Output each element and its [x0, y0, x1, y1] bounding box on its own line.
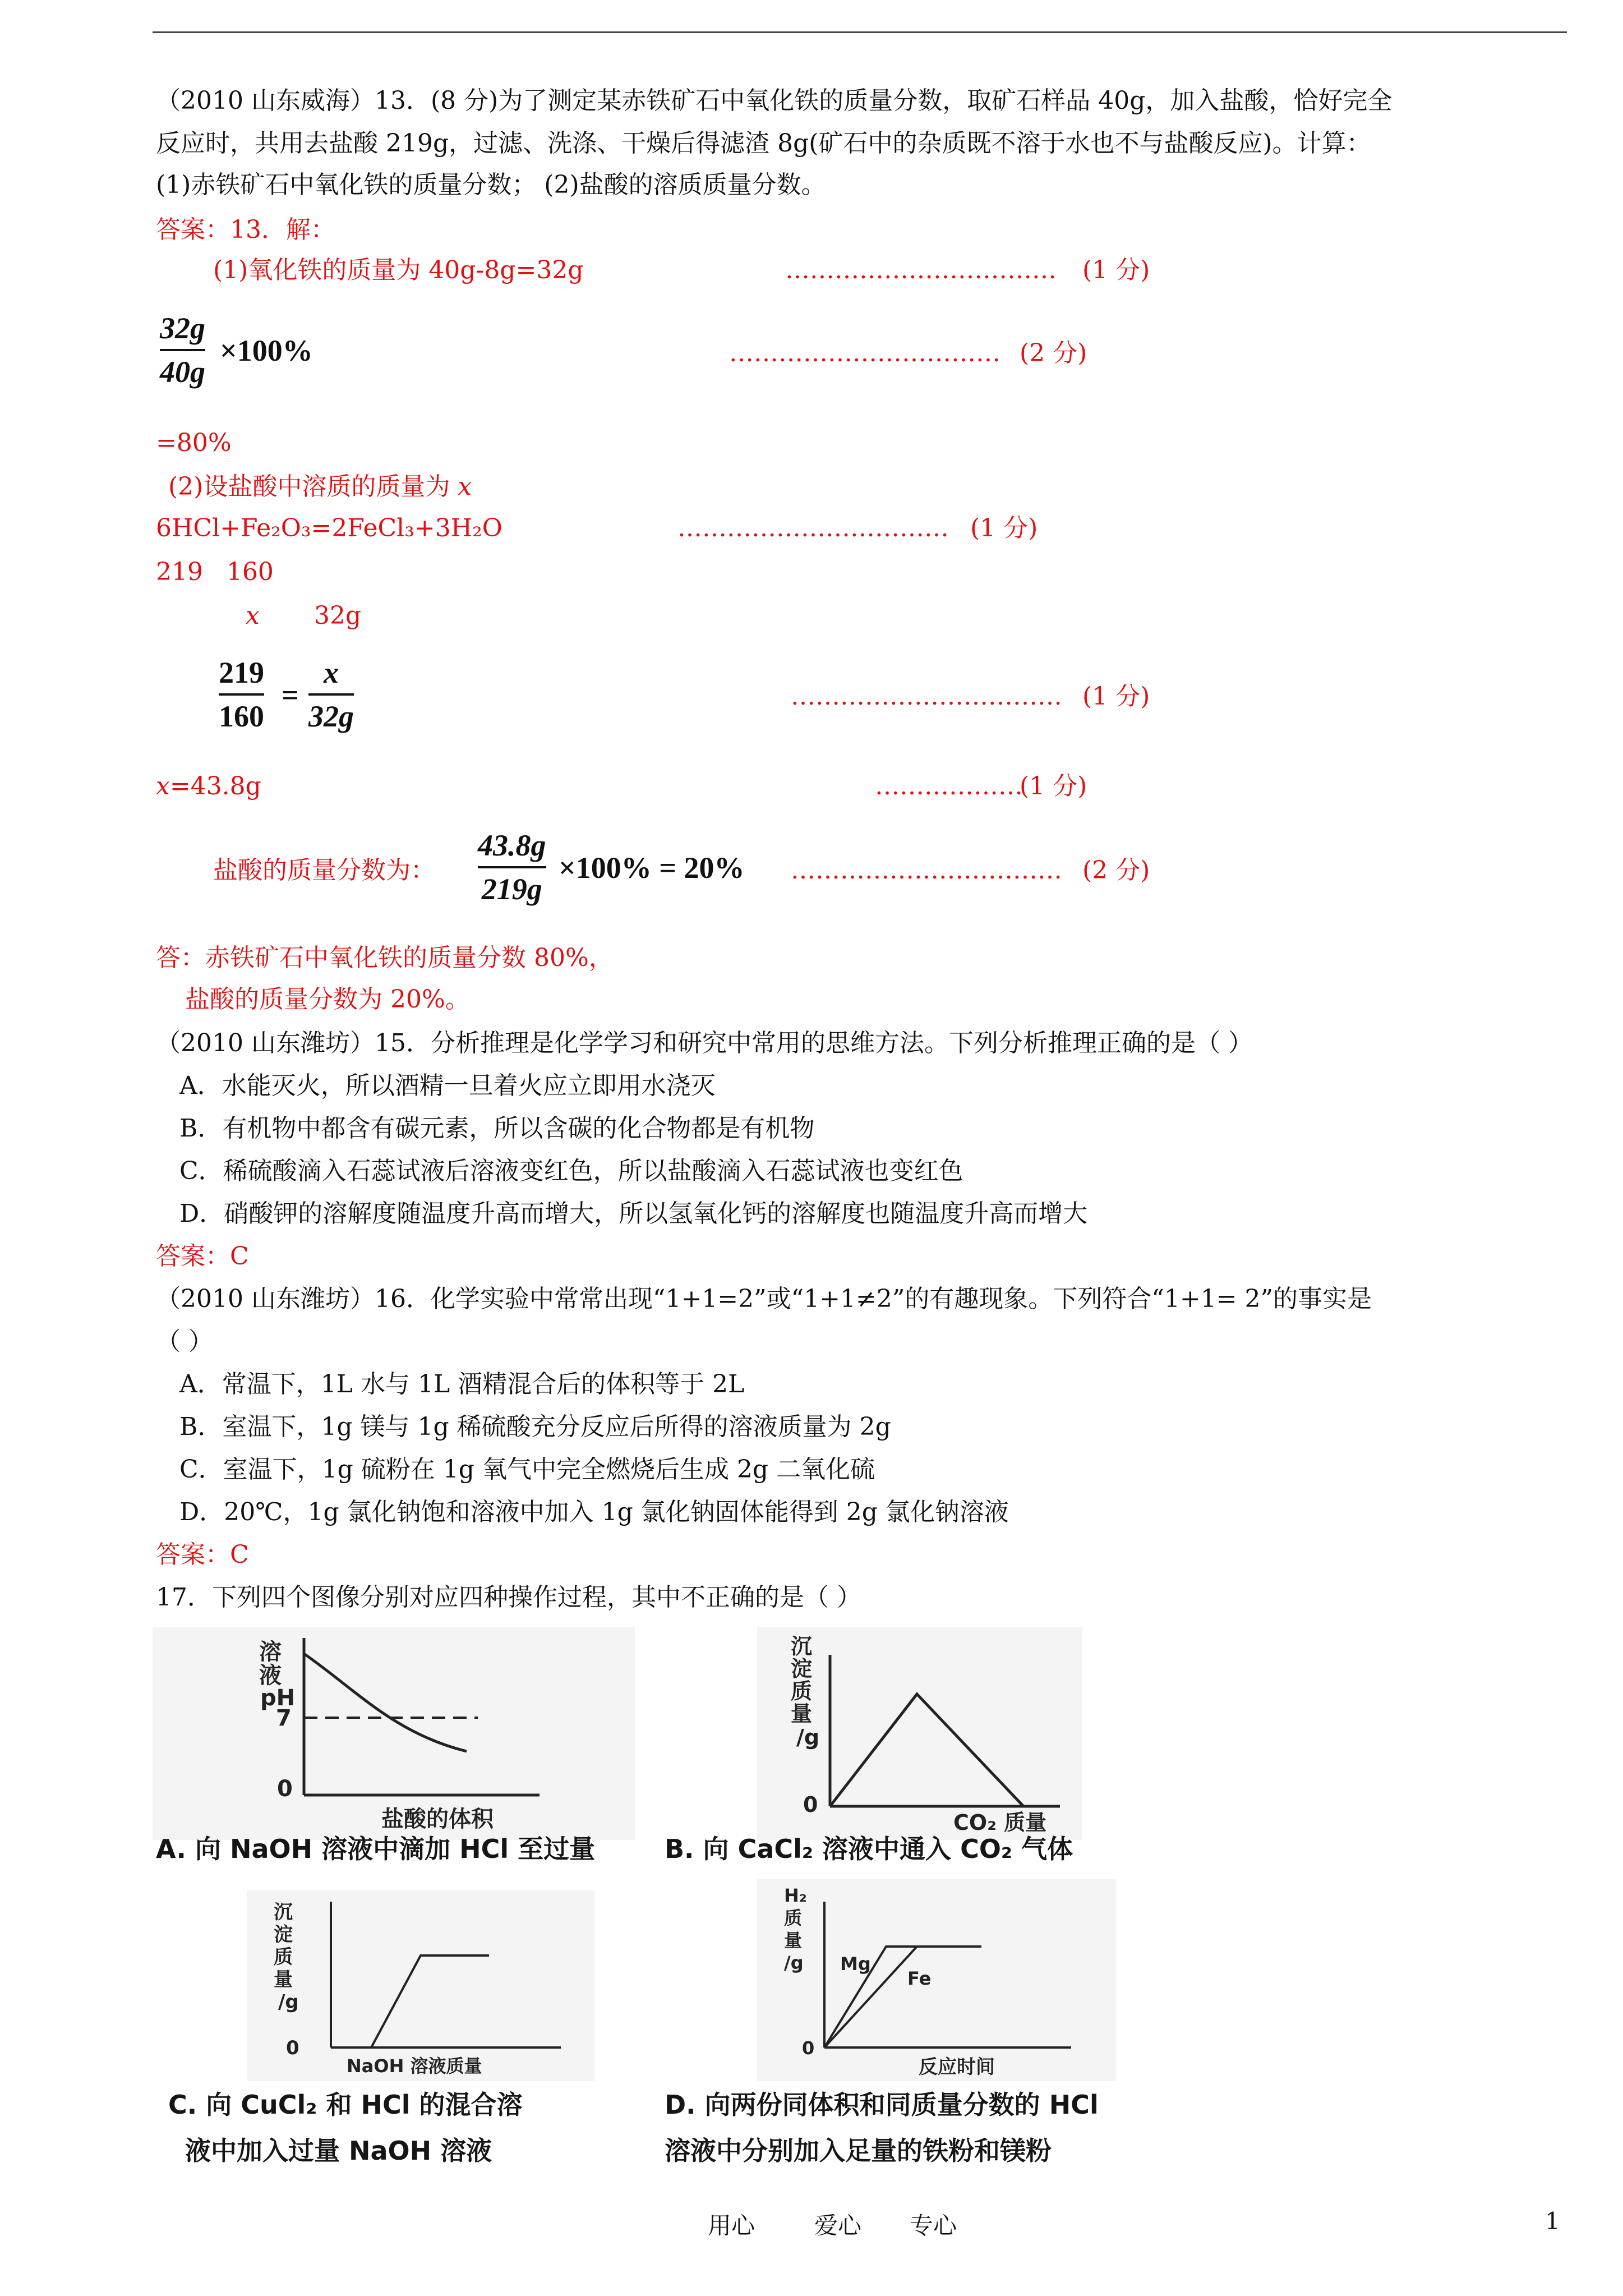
ylabel-line4: /g [784, 1952, 804, 1973]
chemical-equation: 6HCl+Fe₂O₃=2FeCl₃+3H₂O [156, 514, 502, 542]
tick-seven: 7 [276, 1705, 292, 1731]
xlabel: NaOH 溶液质量 [347, 2055, 482, 2077]
score-leader: …………………………… [677, 514, 949, 542]
origin-label: 0 [277, 1776, 293, 1802]
fraction-numerator: 43.8g [478, 829, 546, 862]
q13-step2 [168, 470, 472, 504]
q16-option-c: C．室温下，1g 硫粉在 1g 氧气中完全燃烧后生成 2g 二氧化硫 [179, 1455, 875, 1484]
xlabel: 盐酸的体积 [381, 1806, 494, 1832]
percent-result: ×100% = 20% [559, 851, 745, 885]
figure-a [153, 1627, 635, 1840]
variable-x: x [156, 772, 170, 800]
q13-final-answer-1: 答：赤铁矿石中氧化铁的质量分数 80%， [156, 944, 614, 972]
score-label: (1 分) [1082, 682, 1150, 711]
fraction-numerator: 219 [219, 656, 264, 689]
fraction-denominator: 160 [219, 700, 264, 733]
score-leader-short: ……………… [875, 772, 1023, 800]
q13-stem-line1: （2010 山东威海）13．(8 分)为了测定某赤铁矿石中氧化铁的质量分数，取矿石样品 40g，加入盐酸，恰好完全 [156, 86, 1393, 115]
figure-a-graph [153, 1627, 635, 1840]
figure-c [247, 1890, 594, 2081]
page-number: 1 [1545, 2207, 1560, 2235]
ratio-row-2-x: x [246, 601, 260, 630]
score-label: (2 分) [1082, 856, 1150, 885]
q13-stem-line2: 反应时，共用去盐酸 219g，过滤、洗涤、干燥后得滤渣 8g(矿石中的杂质既不溶于水也不与盐酸反应)。计算： [156, 129, 1371, 158]
ylabel-line2: 质 [784, 1907, 803, 1929]
ylabel-line3: 质 [791, 1679, 813, 1704]
ylabel-line2: 淀 [274, 1924, 293, 1946]
figure-b [757, 1627, 1082, 1840]
q15-answer: 答案：C [156, 1242, 249, 1271]
ylabel-line3: 质 [274, 1946, 293, 1968]
q17-stem: 17．下列四个图像分别对应四种操作过程，其中不正确的是（ ） [156, 1583, 861, 1612]
figure-d-caption-line2: 溶液中分别加入足量的铁粉和镁粉 [665, 2136, 1052, 2166]
score-label: (1 分) [1020, 772, 1087, 800]
score-leader: …………………………… [729, 339, 1000, 367]
ylabel-line2: 淀 [791, 1657, 813, 1681]
q15-stem: （2010 山东潍坊）15．分析推理是化学学习和研究中常用的思维方法。下列分析推理正确的是（ ） [156, 1029, 1253, 1057]
q16-stem-line2: （ ） [156, 1327, 213, 1356]
score-leader: …………………………… [791, 682, 1062, 711]
fraction-denominator: 32g [308, 700, 354, 733]
footer-motto-2: 爱心 [814, 2212, 862, 2239]
score-leader: …………………………… [791, 856, 1062, 885]
fraction-denominator: 219g [481, 872, 542, 906]
footer-motto-3: 专心 [910, 2212, 957, 2239]
variable-x: x [458, 472, 472, 501]
q16-option-a: A．常温下，1L 水与 1L 酒精混合后的体积等于 2L [179, 1370, 745, 1398]
fraction-numerator: 32g [160, 311, 205, 345]
score-label: (1 分) [1082, 256, 1150, 284]
ylabel-line3: pH [260, 1685, 296, 1711]
q13-stem-line3: (1)赤铁矿石中氧化铁的质量分数； (2)盐酸的溶质质量分数。 [156, 171, 826, 199]
fraction-43-219 [478, 825, 546, 910]
fraction-denominator: 40g [160, 355, 205, 389]
origin-label: 0 [802, 2037, 815, 2059]
score-label: (2 分) [1020, 339, 1087, 367]
ylabel-line1: H₂ [784, 1885, 807, 1906]
precipitate-line [331, 1955, 489, 2047]
x-result [156, 770, 261, 803]
q15-option-b: B．有机物中都含有碳元素，所以含碳的化合物都是有机物 [179, 1114, 815, 1143]
q13-final-answer-2: 盐酸的质量分数为 20%。 [185, 985, 470, 1014]
q16-stem-line1: （2010 山东潍坊）16．化学实验中常常出现“1+1=2”或“1+1≠2”的有趣现象。下列符合“1+1= 2”的事实是 [156, 1285, 1372, 1313]
ylabel-line1: 溶 [259, 1639, 282, 1665]
mg-label: Mg [840, 1953, 871, 1975]
q16-option-d: D．20℃，1g 氯化钠饱和溶液中加入 1g 氯化钠固体能得到 2g 氯化钠溶液 [179, 1498, 1009, 1526]
q13-step1: (1)氧化铁的质量为 40g-8g=32g [213, 256, 584, 284]
q15-option-c: C．稀硫酸滴入石蕊试液后溶液变红色，所以盐酸滴入石蕊试液也变红色 [179, 1157, 963, 1185]
fraction-numerator: x [324, 656, 339, 689]
ylabel-line1: 沉 [274, 1901, 293, 1924]
xlabel: 反应时间 [919, 2056, 995, 2078]
header-rule [153, 31, 1567, 33]
percent-label: 盐酸的质量分数为： [213, 856, 435, 885]
figure-d-caption-line1: D. 向两份同体积和同质量分数的 HCl [665, 2090, 1099, 2120]
xlabel: CO₂ 质量 [953, 1810, 1047, 1835]
figure-a-caption: A. 向 NaOH 溶液中滴加 HCl 至过量 [156, 1834, 596, 1864]
ylabel-line4: 量 [791, 1701, 813, 1726]
fraction-219-160 [219, 652, 264, 737]
ratio-row-2-value: 32g [314, 601, 362, 630]
x-value: =43.8g [169, 772, 261, 800]
fraction-x-32 [308, 652, 354, 737]
figure-b-caption: B. 向 CaCl₂ 溶液中通入 CO₂ 气体 [665, 1834, 1073, 1864]
figure-d-graph [757, 1879, 1116, 2081]
q15-option-d: D．硝酸钾的溶解度随温度升高而增大，所以氢氧化钙的溶解度也随温度升高而增大 [179, 1199, 1088, 1228]
q16-option-b: B．室温下，1g 镁与 1g 稀硫酸充分反应后所得的溶液质量为 2g [179, 1412, 891, 1441]
q15-option-a: A．水能灭火，所以酒精一旦着火应立即用水浇灭 [179, 1071, 716, 1100]
footer-motto-1: 用心 [708, 2212, 755, 2239]
ylabel-line3: 量 [784, 1930, 803, 1951]
figure-c-caption-line2: 液中加入过量 NaOH 溶液 [185, 2136, 492, 2166]
score-leader: …………………………… [785, 256, 1057, 284]
ratio-row-1: 219 160 [156, 558, 274, 586]
ylabel-line2: 液 [259, 1663, 282, 1688]
ylabel-line1: 沉 [791, 1634, 813, 1659]
fe-label: Fe [907, 1968, 932, 1989]
figure-c-caption-line1: C. 向 CuCl₂ 和 HCl 的混合溶 [168, 2090, 523, 2120]
equals-sign: = [282, 678, 299, 712]
step2-prefix: (2)设盐酸中溶质的质量为 [168, 472, 450, 501]
precipitate-line [830, 1694, 1023, 1806]
ylabel-line4: 量 [274, 1968, 293, 1991]
score-label: (1 分) [970, 514, 1038, 542]
fraction-32-40 [160, 307, 205, 393]
figure-c-graph [247, 1890, 594, 2081]
figure-b-graph [757, 1627, 1082, 1840]
ph-curve [304, 1654, 467, 1751]
result-80-percent: =80% [156, 429, 232, 457]
origin-label: 0 [803, 1792, 818, 1817]
ylabel-line5: /g [278, 1991, 299, 2013]
q16-answer: 答案：C [156, 1540, 249, 1569]
figure-d [757, 1879, 1116, 2081]
q13-answer-head: 答案：13．解： [156, 215, 335, 244]
ylabel-line5: /g [796, 1725, 820, 1750]
times-100-percent: ×100% [220, 334, 313, 367]
origin-label: 0 [286, 2037, 299, 2059]
